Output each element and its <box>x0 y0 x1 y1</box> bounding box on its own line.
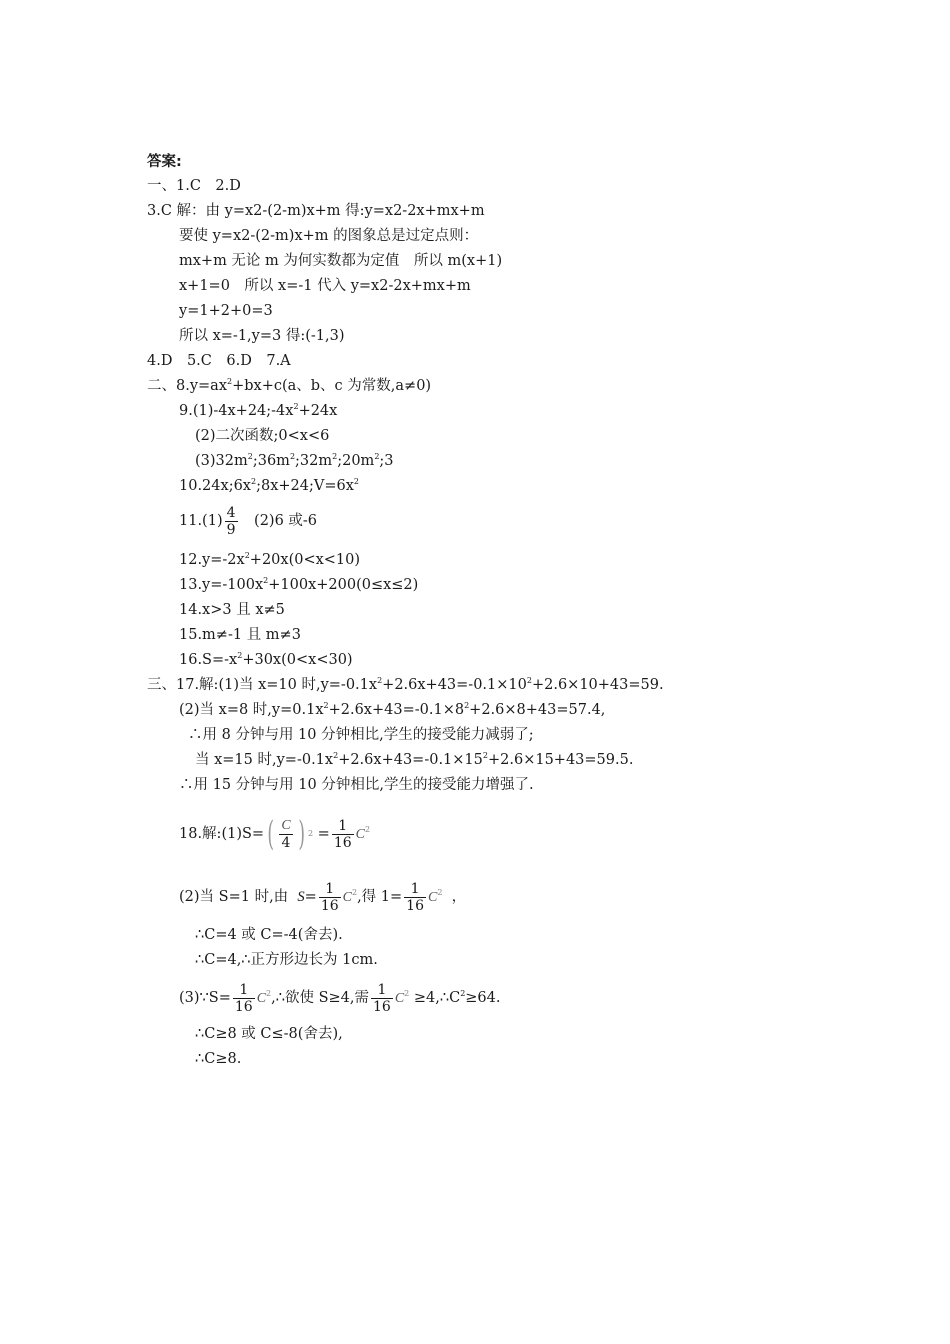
answer-line: y=1+2+0=3 <box>179 303 273 319</box>
answer-line: ∴C=4 或 C=-4(舍去). <box>195 927 343 943</box>
fraction: $\frac{1}{16}$ <box>406 880 424 914</box>
answer-line: mx+m 无论 m 为何实数都为定值 所以 m(x+1) <box>179 253 503 269</box>
answer-line: 二、$8.y=ax^2+bx+c(a$、b、c 为常数,a≠0) <box>147 377 432 394</box>
answer-line: x+1=0 所以 x=-1 代入 y=x2-2x+mx+m <box>179 278 471 294</box>
answer-line: 14.x>3 且 x≠5 <box>179 602 285 618</box>
answer-line: 一、1.C 2.D <box>147 178 241 194</box>
fraction: $\frac{1}{16}$ <box>373 981 391 1015</box>
answer-line: $13.y=-100x^2+100x+200(0\le x\le 2)$ <box>179 576 419 593</box>
answer-line: 18.解:(1)S= ( $\frac{C}{4}$ ) 2 = $\frac{1}{16}$ $C^2$ <box>179 814 371 854</box>
answer-line: ∴C≥8 或 C≤-8(舍去), <box>195 1026 343 1042</box>
answer-line: $(3)32m^2;36m^2;32m^2;20m^2;3$ <box>195 452 394 469</box>
answer-line: (2)二次函数;0<x<6 <box>195 428 330 444</box>
answer-line: 3.C 解：由 y=x2-(2-m)x+m 得:y=x2-2x+mx+m <box>147 203 485 219</box>
answer-title: 答案: <box>147 154 182 170</box>
answer-line: ∴C≥8. <box>195 1051 242 1067</box>
answer-line: (3)∵S= $\frac{1}{16}$ $C^2,\therefore$欲使 S≥4,需 $\frac{1}{16}$ $C^2$ $\ge 4,\therefore C^2\ge 64$. <box>179 981 501 1015</box>
fraction: $\frac{1}{16}$ <box>234 981 253 1015</box>
answer-line: $10.24x;6x^2;8x+24;V=6x^2$ <box>179 477 359 494</box>
answer-line: $12.y=-2x^2+20x(0<x<10)$ <box>179 551 361 568</box>
answer-line: 15.m≠-1 且 m≠3 <box>179 627 301 643</box>
answer-line: ∴C=4,∴正方形边长为 1cm. <box>195 952 378 968</box>
answer-line: 所以 x=-1,y=3 得:(-1,3) <box>179 328 345 344</box>
answer-line: 11.(1) $\frac{4}{9}$ (2)6 或-6 <box>179 504 318 538</box>
fraction: $\frac{4}{9}$ <box>226 504 236 538</box>
answer-line: 4.D 5.C 6.D 7.A <box>147 353 291 369</box>
answer-line: 当 x=15 时$,y=-0.1x^2+2.6x+43=-0.1\times 15^2+2.6\times 15+43=59.5$. <box>195 751 634 768</box>
answer-line: $16.S=-x^2+30x(0<x<30)$ <box>179 651 353 668</box>
answer-line: 三、17.解:(1)当 x=10 时$,y=-0.1x^2+2.6x+43=-0.1\times 10^2+2.6\times 10+43=59$. <box>147 676 664 693</box>
answer-line: ∴用 8 分钟与用 10 分钟相比,学生的接受能力减弱了; <box>188 727 534 743</box>
fraction: $\frac{1}{16}$ <box>320 880 339 914</box>
answer-line: (2)当 x=8 时$,y=0.1x^2+2.6x+43=-0.1\times 8^2+2.6\times 8+43=57.4$, <box>179 701 606 718</box>
parenthesized-fraction: ( $\frac{C}{4}$ ) 2 <box>267 814 314 854</box>
fraction: $\frac{1}{16}$ <box>333 817 352 851</box>
answer-line: $9.(1)-4x+24;-4x^2+24x$ <box>179 402 338 419</box>
answer-line: 要使 y=x2-(2-m)x+m 的图象总是过定点则： <box>179 228 479 244</box>
answer-line: (2)当 S=1 时,由 S= $\frac{1}{16}$ $C^2$,得 1= $\frac{1}{16}$ $C^2$ ， <box>179 880 467 914</box>
answer-line: ∴用 15 分钟与用 10 分钟相比,学生的接受能力增强了. <box>179 777 534 793</box>
